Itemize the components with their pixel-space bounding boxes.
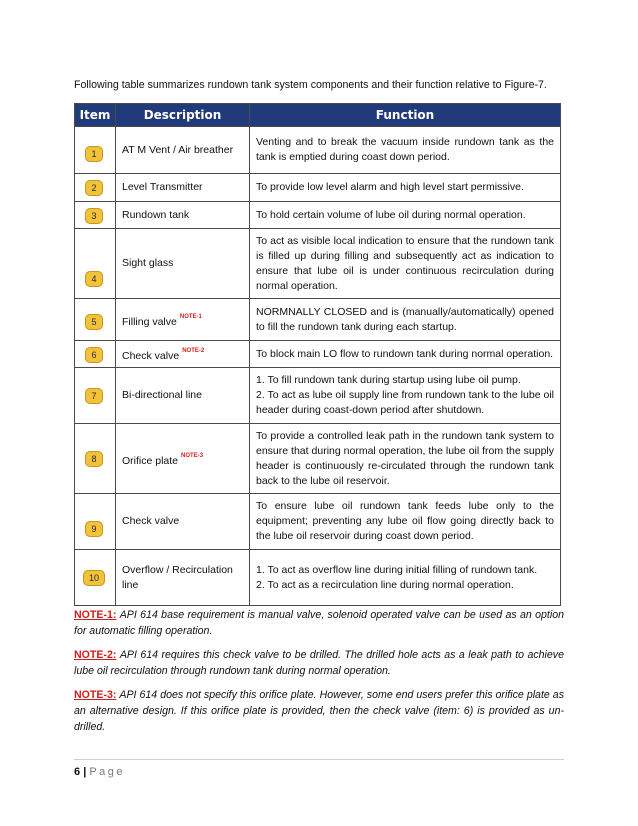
description-cell	[116, 424, 250, 494]
function-line: 1. To fill rundown tank during startup using lube oil pump.	[256, 374, 521, 386]
function-cell: To ensure lube oil rundown tank feeds lube only to the equipment; preventing any lube oil flow going directly back to the lube oil reservoir during coast down period.	[250, 494, 561, 550]
item-cell	[75, 202, 116, 229]
description-cell	[116, 299, 250, 341]
function-line: 2. To act as a recirculation line during normal operation.	[256, 578, 514, 591]
item-cell	[75, 494, 116, 550]
function-cell: NORMNALLY CLOSED and is (manually/automatically) opened to fill the rundown tank during each startup.	[250, 299, 561, 341]
footer-divider	[74, 759, 564, 760]
note-text: API 614 does not specify this orifice plate. However, some end users prefer this orifice plate as an alternative design. If this orifice plate is provided, then the check valve (item: 6) is provided as un-drilled.	[74, 689, 564, 733]
note-label: NOTE-1:	[74, 609, 117, 621]
item-badge: 6	[85, 347, 103, 363]
table-row	[75, 299, 561, 341]
note-3	[74, 687, 564, 735]
table-row	[75, 494, 561, 550]
function-cell: Venting and to break the vacuum inside rundown tank as the tank is emptied during coast down period.	[250, 127, 561, 174]
table-row	[75, 550, 561, 606]
item-badge: 9	[85, 521, 103, 537]
header-function: Function	[250, 104, 561, 127]
description-text: Overflow / Recirculation line	[122, 563, 233, 591]
description-text: AT M Vent / Air breather	[122, 143, 234, 156]
function-cell: To block main LO flow to rundown tank during normal operation.	[250, 341, 561, 368]
note-label: NOTE-2:	[74, 649, 117, 661]
function-cell	[250, 368, 561, 424]
notes-section	[74, 607, 564, 743]
intro-text: Following table summarizes rundown tank system components and their function relative to Figure-7.	[74, 79, 547, 91]
description-text: Bi-directional line	[122, 389, 202, 401]
description-cell	[116, 550, 250, 606]
description-text: Check valve	[122, 515, 180, 527]
table-row	[75, 202, 561, 229]
description-text: Check valve	[122, 350, 180, 362]
item-badge: 7	[85, 388, 103, 404]
description-text: Filling valve	[122, 315, 177, 328]
item-cell	[75, 550, 116, 606]
description-text: Orifice plate	[122, 454, 179, 467]
description-cell	[116, 494, 250, 550]
description-cell	[116, 229, 250, 299]
page-number: 6	[74, 766, 81, 778]
header-item: Item	[75, 104, 116, 127]
item-cell	[75, 424, 116, 494]
note-text: API 614 requires this check valve to be drilled. The drilled hole acts as a leak path to achieve lube oil recirculation through rundown tank during normal operation.	[74, 649, 564, 677]
table-row	[75, 424, 561, 494]
table-row	[75, 341, 561, 368]
page-footer	[74, 766, 125, 778]
item-badge: 8	[85, 451, 103, 467]
table-row	[75, 174, 561, 202]
description-text: Rundown tank	[122, 208, 190, 221]
description-cell	[116, 174, 250, 202]
item-cell	[75, 341, 116, 368]
item-badge: 4	[85, 271, 103, 287]
note-2	[74, 647, 564, 679]
table-row	[75, 229, 561, 299]
item-cell	[75, 299, 116, 341]
description-cell	[116, 368, 250, 424]
description-cell	[116, 202, 250, 229]
item-cell	[75, 368, 116, 424]
header-description: Description	[116, 104, 250, 127]
description-text: Sight glass	[122, 257, 174, 269]
description-cell	[116, 341, 250, 368]
table-header-row	[75, 104, 561, 127]
function-cell: To provide a controlled leak path in the rundown tank system to ensure that during normal operation, the lube oil from the supply header is continuously re-circulated through the rundown tank back to the lube oil reservoir.	[250, 424, 561, 494]
note-reference: NOTE-2	[182, 348, 205, 354]
item-cell	[75, 174, 116, 202]
note-reference: NOTE-1	[179, 313, 202, 320]
function-cell: To provide low level alarm and high level start permissive.	[250, 174, 561, 202]
note-text: API 614 base requirement is manual valve, solenoid operated valve can be used as an option for automatic filling operation.	[74, 609, 564, 637]
function-cell	[250, 550, 561, 606]
item-badge: 5	[85, 314, 103, 330]
note-1	[74, 607, 564, 639]
item-badge: 2	[85, 180, 103, 196]
item-badge: 1	[85, 146, 103, 162]
item-badge: 3	[85, 208, 103, 224]
item-cell	[75, 229, 116, 299]
description-text: Level Transmitter	[122, 181, 203, 193]
note-label: NOTE-3:	[74, 689, 117, 701]
footer-separator: |	[83, 766, 87, 778]
table-row	[75, 368, 561, 424]
item-cell	[75, 127, 116, 174]
function-line: 1. To act as overflow line during initial filling of rundown tank.	[256, 563, 538, 576]
item-badge: 10	[83, 570, 105, 586]
note-reference: NOTE-3	[181, 452, 204, 459]
components-table	[74, 103, 561, 606]
function-line: 2. To act as lube oil supply line from rundown tank to the lube oil header during coast-down period after shutdown.	[256, 389, 554, 416]
description-cell	[116, 127, 250, 174]
table-row	[75, 127, 561, 174]
page-word: Page	[89, 766, 126, 778]
function-cell: To hold certain volume of lube oil during normal operation.	[250, 202, 561, 229]
function-cell: To act as visible local indication to ensure that the rundown tank is filled up during filling and subsequently act as indication to ensure that lube oil is under continuous recirculation during normal operation.	[250, 229, 561, 299]
